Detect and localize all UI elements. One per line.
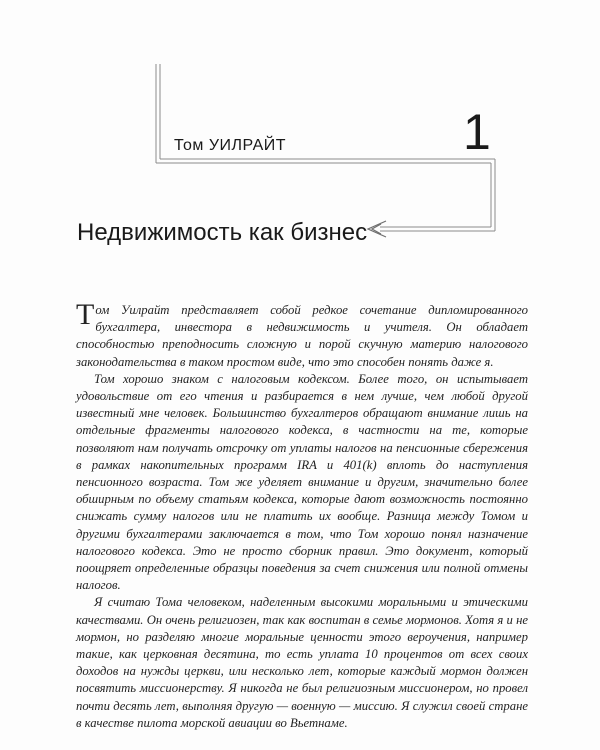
paragraph-2: Том хорошо знаком с налоговым кодексом. Более того, он испытывает удовольствие от его чтения и разбирается в нем лучше, чем любой другой известный мне человек. Большинство бухгалтеров обращают внимание лишь на отдельные фрагменты налогового кодекса, в частности на те, которые позволяют нам получать отсрочку от уплаты налогов на пенсионные сбережения в рамках накопительных программ IRA и 401(k) вплоть до наступления пенсионного возраста. Том же уделяет внимание и другим, значительно более обширным по объему статьям кодекса, которые дают возможность постоянно снижать сумму налогов или не платить их вообще. Разница между Томом и другими бухгалтерами заключается в том, что Том хорошо понял назначение налогового кодекса. Это не просто сборник правил. Это документ, который поощряет определенные образцы поведения за счет снижения или полной отмены налогов. xyxy=(76,371,528,593)
author-name: Том УИЛРАЙТ xyxy=(174,137,287,154)
drop-cap: Т xyxy=(76,298,95,331)
body-text xyxy=(76,298,528,732)
paragraph-3: Я считаю Тома человеком, наделенным высокими моральными и этическими качествами. Он очень религиозен, так как воспитан в семье мормонов. Хотя я и не мормон, но разделяю многие моральные ценности этого вероучения, например такие, как церковная десятина, то есть уплата 10 процентов от всех своих доходов на нужды церкви, или несколько лет, которые каждый мормон должен посвятить миссионерству. Я никогда не был религиозным миссионером, но провел почти десять лет, выполняя другую — военную — миссию. Я служил своей стране в качестве пилота морской авиации во Вьетнаме. xyxy=(76,595,528,730)
paragraph-1-text: ом Уилрайт представляет собой редкое сочетание дипломированного бухгалтера, инвестора в недвижимость и учителя. Он обладает способностью преподносить сложную и порой скучную материю налогового законодательства в таком простом виде, что это способен понять даже я. xyxy=(76,303,528,369)
arrow-icon xyxy=(368,221,386,237)
chapter-number: 1 xyxy=(463,104,491,160)
paragraph-1 xyxy=(76,298,528,371)
chapter-title: Недвижимость как бизнес xyxy=(77,219,368,246)
